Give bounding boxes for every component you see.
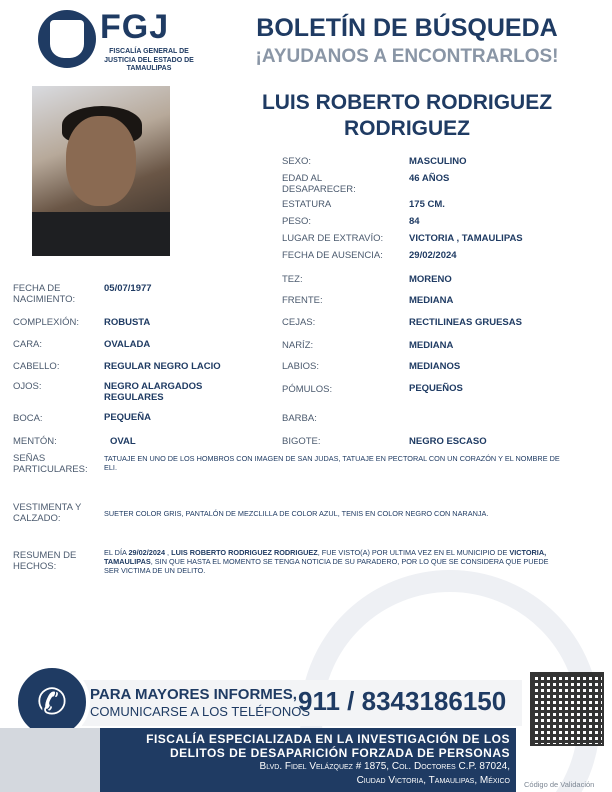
person-name: LUIS ROBERTO RODRIGUEZ RODRIGUEZ [261, 91, 553, 140]
frente-label: FRENTE: [282, 295, 323, 306]
bulletin-title: BOLETÍN DE BÚSQUEDA [256, 14, 558, 42]
footer-line-3: Blvd. Fidel Velázquez # 1875, Col. Doctores C.P. 87024, [259, 761, 510, 772]
org-subtitle: FISCALÍA GENERAL DE JUSTICIA DEL ESTADO DE TAMAULIPAS [104, 48, 194, 72]
footer-line-4: Ciudad Victoria, Tamaulipas, México [356, 775, 510, 786]
estatura-label: ESTATURA [282, 199, 332, 210]
vestimenta-value: SUETER COLOR GRIS, PANTALÓN DE MEZCLILLA DE COLOR AZUL, TENIS EN COLOR NEGRO CON NARANJA. [104, 509, 489, 518]
boca-value: PEQUEÑA [104, 412, 151, 423]
ojos-label: OJOS: [13, 381, 42, 392]
labios-label: LABIOS: [282, 361, 319, 372]
pomulos-label: PÓMULOS: [282, 384, 333, 395]
ojos-value: NEGRO ALARGADOS REGULARES [104, 381, 203, 403]
cejas-value: RECTILINEAS GRUESAS [409, 317, 522, 328]
shield-logo-icon [38, 10, 96, 68]
edad-label: EDAD AL DESAPARECER: [282, 173, 356, 195]
phone-numbers[interactable]: 911 / 8343186150 [298, 686, 507, 716]
qr-label: Código de Validación [524, 780, 595, 789]
sexo-value: MASCULINO [409, 156, 467, 167]
bigote-value: NEGRO ESCASO [409, 436, 487, 447]
resumen-label: RESUMEN DE HECHOS: [13, 550, 77, 572]
org-logo-text: FGJ [100, 8, 170, 46]
frente-value: MEDIANA [409, 295, 454, 306]
tez-label: TEZ: [282, 274, 303, 285]
nacimiento-label: FECHA DE NACIMIENTO: [13, 283, 76, 305]
cejas-label: CEJAS: [282, 317, 316, 328]
lugar-label: LUGAR DE EXTRAVÍO: [282, 233, 384, 244]
boca-label: BOCA: [13, 413, 43, 424]
menton-label: MENTÓN: [13, 436, 57, 447]
senas-label: SEÑAS PARTICULARES: [13, 453, 88, 475]
nariz-label: NARÍZ: [282, 340, 314, 351]
footer-line-1: FISCALÍA ESPECIALIZADA EN LA INVESTIGACIÓN DE LOS [146, 732, 510, 746]
cabello-value: REGULAR NEGRO LACIO [104, 361, 221, 372]
nariz-value: MEDIANA [409, 340, 454, 351]
labios-value: MEDIANOS [409, 361, 461, 372]
qr-code-icon[interactable] [530, 672, 604, 746]
cara-value: OVALADA [104, 339, 151, 350]
footer-accent [0, 728, 100, 792]
menton-value: OVAL [110, 436, 136, 447]
edad-value: 46 AÑOS [409, 173, 450, 184]
bigote-label: BIGOTE: [282, 436, 321, 447]
pomulos-value: PEQUEÑOS [409, 383, 463, 394]
cabello-label: CABELLO: [13, 361, 60, 372]
barba-label: BARBA: [282, 413, 317, 424]
person-photo [32, 86, 170, 256]
vestimenta-label: VESTIMENTA Y CALZADO: [13, 502, 82, 524]
informes-text: PARA MAYORES INFORMES, [90, 686, 297, 703]
fecha-ausencia-value: 29/02/2024 [409, 250, 457, 261]
lugar-value: VICTORIA , TAMAULIPAS [409, 233, 523, 244]
comunicar-text: COMUNICARSE A LOS TELÉFONOS [90, 704, 311, 719]
estatura-value: 175 CM. [409, 199, 445, 210]
sexo-label: SEXO: [282, 156, 312, 167]
footer-address [110, 732, 510, 788]
resumen-value: EL DÍA 29/02/2024 , LUIS ROBERTO RODRIGUEZ RODRIGUEZ, FUE VISTO(A) POR ULTIMA VEZ EN EL MUNICIPIO DE VICTORIA, TAMAULIPAS, SIN QUE HASTA EL MOMENTO SE TENGA NOTICIA DE SU PARADERO, POR LO QUE SE CONSIDERA QUE PUEDE SER VICTIMA DE UN DELITO. [104, 548, 549, 575]
bulletin-subtitle: ¡AYUDANOS A ENCONTRARLOS! [255, 46, 559, 67]
peso-value: 84 [409, 216, 420, 227]
nacimiento-value: 05/07/1977 [104, 283, 152, 294]
complexion-label: COMPLEXIÓN: [13, 317, 79, 328]
footer-line-2: DELITOS DE DESAPARICIÓN FORZADA DE PERSONAS [170, 746, 510, 760]
tez-value: MORENO [409, 274, 452, 285]
complexion-value: ROBUSTA [104, 317, 151, 328]
cara-label: CARA: [13, 339, 43, 350]
phone-icon: ✆ [36, 681, 68, 722]
fecha-ausencia-label: FECHA DE AUSENCIA: [282, 250, 383, 261]
senas-value: TATUAJE EN UNO DE LOS HOMBROS CON IMAGEN DE SAN JUDAS, TATUAJE EN PECTORAL CON UN CORAZÓN Y EL NOMBRE DE ELI. [104, 454, 560, 472]
peso-label: PESO: [282, 216, 312, 227]
